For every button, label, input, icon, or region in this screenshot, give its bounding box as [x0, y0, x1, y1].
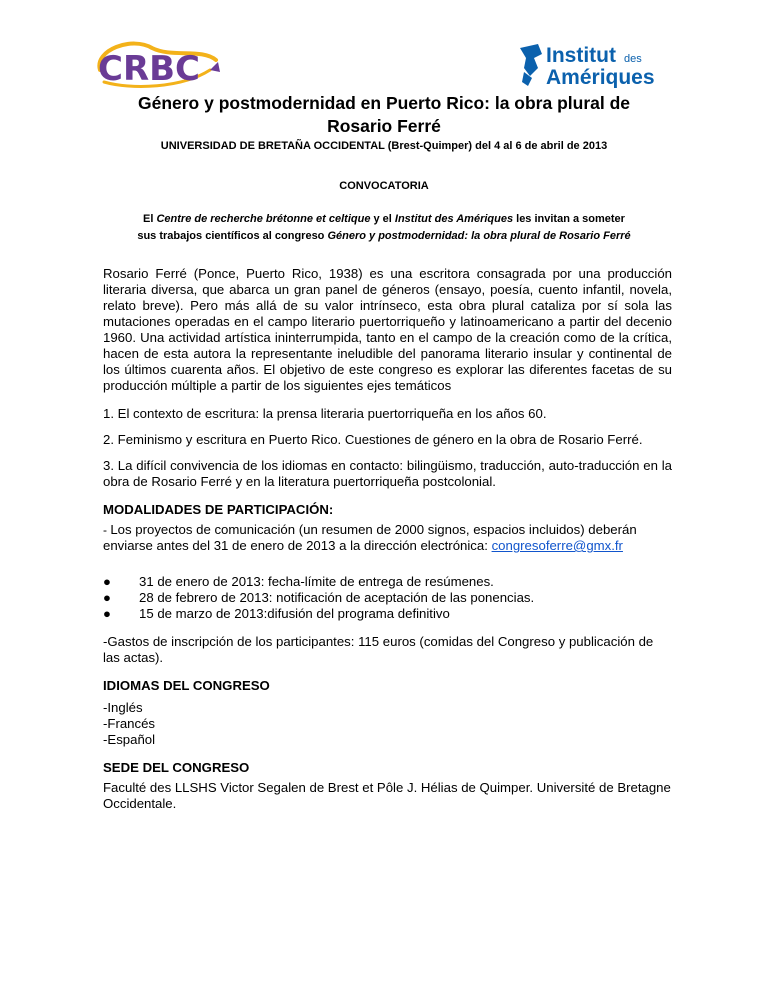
dash-marker: -: [103, 523, 111, 537]
modalidades-text: Los proyectos de comunicación (un resumen de 2000 signos, espacios incluidos) deberán enviarse antes del 31 de enero de 2013 a la dirección electrónica:: [103, 522, 637, 553]
invite-crbc-name: Centre de recherche brétonne et celtique: [156, 213, 371, 225]
theme-item: 3. La difícil convivencia de los idiomas en contacto: bilingüismo, traducción, auto-traducción en la obra de Rosario Ferré y en la literatura puertorriqueña postcolonial.: [103, 458, 672, 489]
convocatoria-label: CONVOCATORIA: [339, 180, 429, 192]
crbc-logo: [92, 40, 222, 88]
modalidades-heading: MODALIDADES DE PARTICIPACIÓN:: [103, 502, 334, 517]
event-subtitle: UNIVERSIDAD DE BRETAÑA OCCIDENTAL (Brest-Quimper) del 4 al 6 de abril de 2013: [160, 140, 608, 152]
ida-logo-des: des: [624, 53, 642, 65]
page-title: [60, 92, 708, 138]
date-item: [103, 590, 672, 606]
gastos-paragraph: -Gastos de inscripción de los participantes: 115 euros (comidas del Congreso y publicación de las actas).: [103, 634, 654, 665]
idiomas-heading: IDIOMAS DEL CONGRESO: [103, 678, 270, 693]
invitation-text: [40, 211, 728, 245]
email-link[interactable]: congresoferre@gmx.fr: [491, 538, 623, 553]
invite-ida-name: Institut des Amériques: [394, 213, 514, 225]
idioma-item: -Español: [103, 732, 156, 747]
header-logos: [0, 0, 768, 92]
date-text: 31 de enero de 2013: fecha-límite de entrega de resúmenes.: [139, 574, 494, 589]
sede-heading: SEDE DEL CONGRESO: [103, 760, 250, 775]
invite-congress-name: Género y postmodernidad: la obra plural de Rosario Ferré: [327, 230, 631, 242]
intro-paragraph: Rosario Ferré (Ponce, Puerto Rico, 1938) es una escritora consagrada por una producción literaria diversa, que abarca un gran panel de géneros (ensayo, poesía, cuento infantil, novela, relato breve). Pero más allá de su valor intrínseco, esta obra plural cataliza por sí sola las mutaciones operadas en el campo literario puertorriqueño y latinoamericano a partir del decenio 1960. Una actividad artística ininterrumpida, tanto en el campo de la creación como de la crítica, hacen de esta autora la representante ineludible del panorama literario insular y continental de los últimos cuarenta años. El objetivo de este congreso es explorar las diferentes facetas de su producción múltiple a partir de los siguientes ejes temáticos: [103, 266, 672, 393]
dates-list: [103, 574, 672, 622]
date-text: 28 de febrero de 2013: notificación de aceptación de las ponencias.: [139, 590, 535, 605]
theme-item: 2. Feminismo y escritura en Puerto Rico. Cuestiones de género en la obra de Rosario Ferré.: [103, 432, 643, 447]
ida-logo-line1: Institut: [546, 44, 616, 67]
date-item: [103, 606, 672, 622]
bullet-icon: ●: [103, 590, 111, 605]
main-content: [103, 266, 672, 812]
invite-text-2: y el: [370, 213, 395, 225]
bullet-icon: ●: [103, 574, 111, 589]
date-text: 15 de marzo de 2013:difusión del programa definitivo: [139, 606, 450, 621]
bullet-icon: ●: [103, 606, 111, 621]
sede-text: Faculté des LLSHS Victor Segalen de Brest et Pôle J. Hélias de Quimper. Université de Bretagne Occidentale.: [103, 780, 671, 811]
title-line-1: Género y postmodernidad en Puerto Rico: la obra plural de: [137, 93, 631, 113]
title-line-2: Rosario Ferré: [327, 116, 441, 136]
invite-text-4: sus trabajos científicos al congreso: [137, 230, 328, 242]
date-item: [103, 574, 672, 590]
crbc-logo-text: CRBC: [98, 49, 200, 88]
ida-logo-line2: Amériques: [546, 66, 655, 88]
invite-text-1: El: [143, 213, 157, 225]
invite-text-3: les invitan a someter: [513, 213, 625, 225]
theme-item: 1. El contexto de escritura: la prensa literaria puertorriqueña en los años 60.: [103, 406, 547, 421]
idioma-item: -Francés: [103, 716, 156, 731]
idioma-item: -Inglés: [103, 700, 143, 715]
modalidades-paragraph: [103, 522, 672, 554]
institut-des-ameriques-logo: [518, 42, 676, 88]
